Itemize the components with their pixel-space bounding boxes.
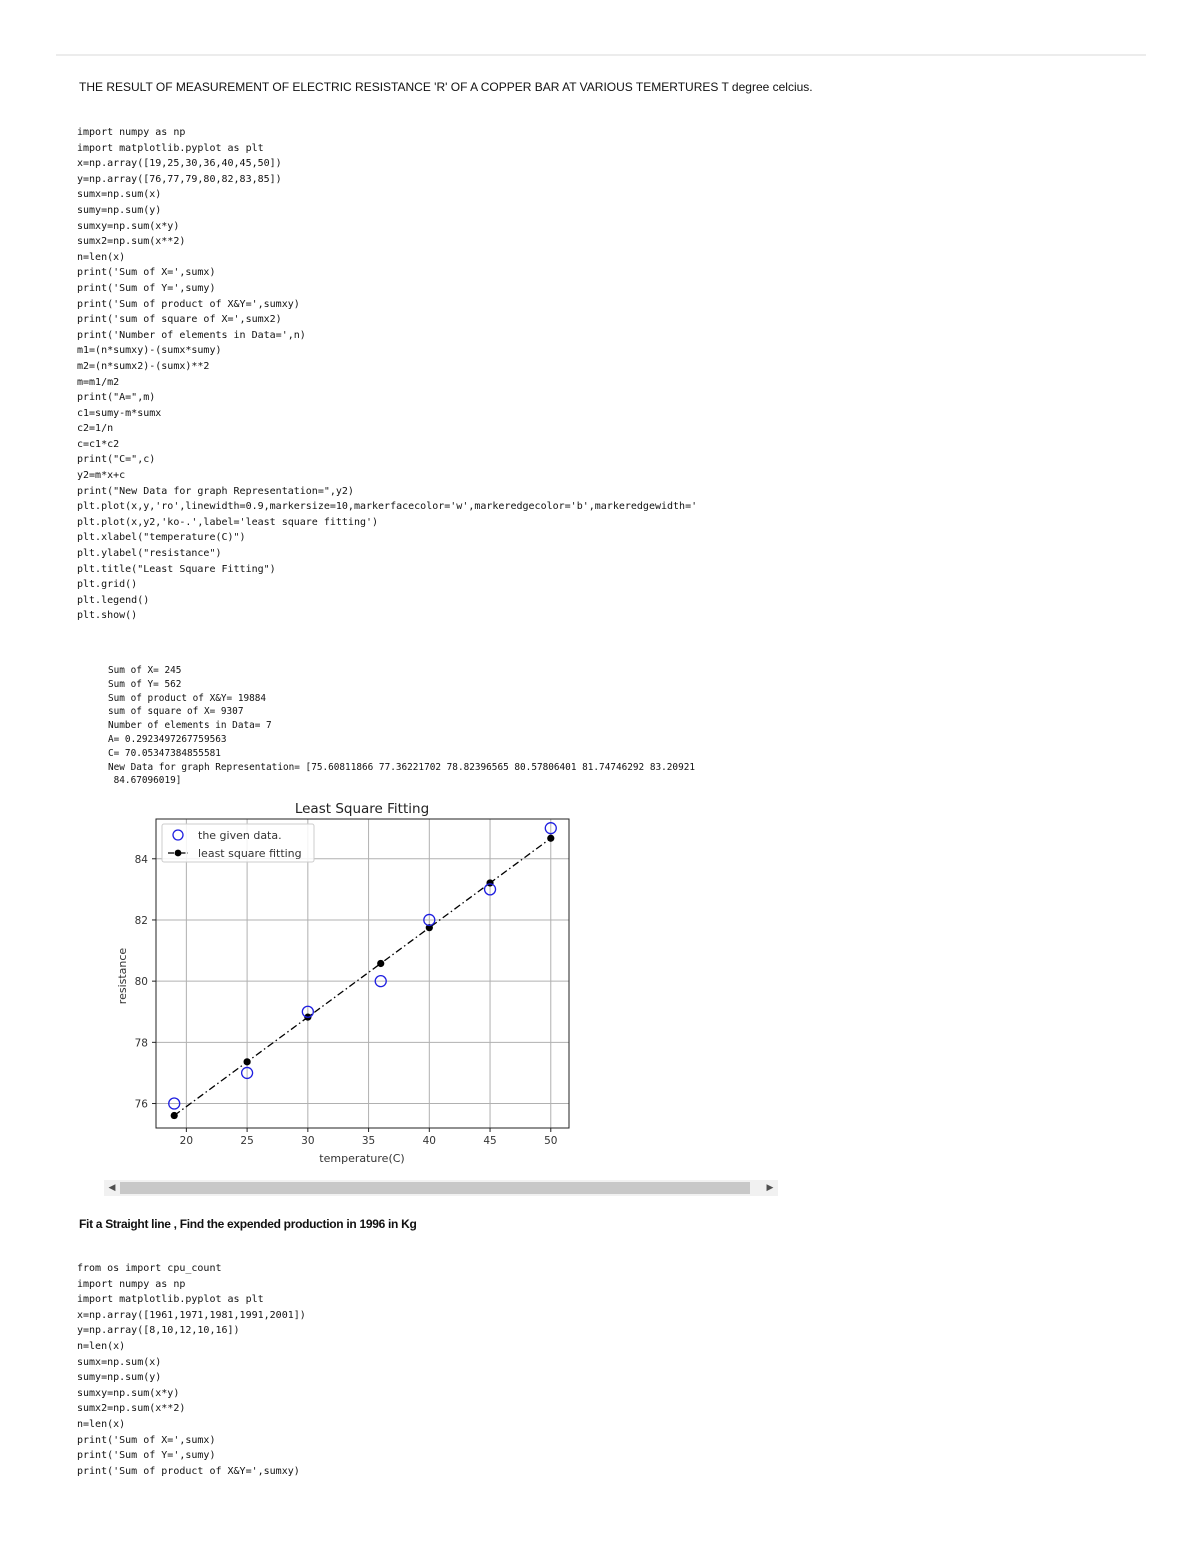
x-tick-label: 25 [240,1135,254,1147]
cell-separator [56,54,1146,56]
legend-marker-given-data [173,830,183,840]
code-cell-2[interactable]: from os import cpu_count import numpy as np import matplotlib.pyplot as plt x=np.array([1961,1971,1981,1991,2001]) y=np.array([8,10,12,10,16]) n=len(x) sumx=np.sum(x) sumy=np.sum(y) sumxy=np.sum(x*y) sumx2=np.sum(x**2) n=len(x) print('Sum of X=',sumx) print('Sum of Y=',sumy) print('Sum of product of X&Y=',sumxy) [77,1263,306,1477]
scroll-left-icon[interactable]: ◀ [108,1183,116,1193]
fit-point [171,1112,178,1119]
x-tick-label: 45 [483,1135,497,1147]
axes-frame [156,819,569,1128]
y-tick-label: 80 [134,976,148,989]
chart-title: Least Square Fitting [294,801,430,817]
output-cell-1: Sum of X= 245 Sum of Y= 562 Sum of product of X&Y= 19884 sum of square of X= 9307 Number of elements in Data= 7 A= 0.2923497267759563 C= 70.05347384855581 New Data for graph Representation= [75.60811866 77.36221702 78.82396565 80.57806401 81.74746292 83.20921 84.67096019] [108,665,695,787]
legend-label-least-square: least square fitting [198,847,302,860]
y-tick-label: 76 [134,1098,148,1111]
fit-point [547,835,554,842]
legend-marker-least-square [175,850,182,857]
fit-line [174,838,551,1115]
y-tick-label: 82 [134,914,148,927]
fit-point [377,960,384,967]
chart-legend [162,824,314,862]
legend-label-given-data: the given data. [198,829,282,842]
fit-point [486,879,493,886]
scrollbar-thumb[interactable] [120,1182,750,1194]
code-cell-1[interactable]: import numpy as np import matplotlib.pyplot as plt x=np.array([19,25,30,36,40,45,50]) y=np.array([76,77,79,80,82,83,85]) sumx=np.sum(x) sumy=np.sum(y) sumxy=np.sum(x*y) sumx2=np.sum(x**2) n=len(x) print('Sum of X=',sumx) print('Sum of Y=',sumy) print('Sum of product of X&Y=',sumxy) print('sum of square of X=',sumx2) print('Number of elements in Data=',n) m1=(n*sumxy)-(sumx*sumy) m2=(n*sumx2)-(sumx)**2 m=m1/m2 print("A=",m) c1=sumy-m*sumx c2=1/n c=c1*c2 print("C=",c) y2=m*x+c print("New Data for graph Representation=",y2) plt.plot(x,y,'ro',linewidth=0.9,markersize=10,markerfacecolor='w',markeredgecolor='b',markeredgewidth=' plt.plot(x,y2,'ko-.',label='least square fitting') plt.xlabel("temperature(C)") plt.ylabel("resistance") plt.title("Least Square Fitting") plt.grid() plt.legend() plt.show() [77,127,698,622]
x-tick-label: 35 [361,1135,376,1147]
scroll-right-icon[interactable]: ▶ [766,1183,774,1193]
x-tick-label: 40 [422,1135,436,1147]
least-square-plot [108,796,588,1168]
markdown-heading-resistance: THE RESULT OF MEASUREMENT OF ELECTRIC RESISTANCE 'R' OF A COPPER BAR AT VARIOUS TEMERTURES T degree celcius. [79,80,813,94]
x-tick-label: 20 [179,1135,194,1147]
x-tick-label: 30 [301,1135,315,1147]
horizontal-scrollbar[interactable] [104,1180,778,1196]
fit-point [244,1058,251,1065]
y-tick-label: 78 [134,1037,148,1050]
y-axis-label: resistance [116,947,129,1005]
x-tick-label: 50 [544,1135,558,1147]
y-tick-label: 84 [134,853,148,866]
markdown-heading-production: Fit a Straight line , Find the expended production in 1996 in Kg [79,1217,417,1231]
x-axis-label: temperature(C) [319,1152,405,1165]
